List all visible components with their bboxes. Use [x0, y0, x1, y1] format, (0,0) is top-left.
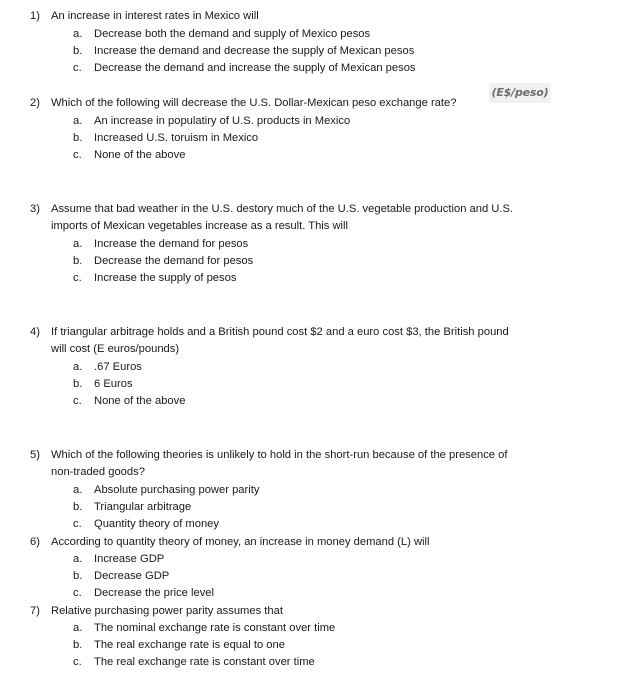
option-text: Absolute purchasing power parity [94, 484, 260, 496]
option-letter: c. [73, 149, 82, 161]
question-number: 7) [30, 605, 40, 617]
question-text: non-traded goods? [51, 466, 145, 478]
option-letter: b. [73, 255, 83, 267]
question-text: Which of the following theories is unlikely to hold in the short-run because of the presence of [51, 449, 508, 461]
option-letter: c. [73, 395, 82, 407]
option-letter: c. [73, 656, 82, 668]
question-text: will cost (E euros/pounds) [51, 343, 180, 355]
question-number: 4) [30, 326, 40, 338]
option-text: Decrease the demand for pesos [94, 255, 254, 267]
option-text: 6 Euros [94, 378, 133, 390]
option-text: An increase in populatiry of U.S. products in Mexico [94, 115, 351, 127]
option-text: None of the above [94, 395, 186, 407]
option-text: The nominal exchange rate is constant over time [94, 622, 336, 634]
option-letter: c. [73, 587, 82, 599]
option-letter: b. [73, 639, 83, 651]
question-text: An increase in interest rates in Mexico will [51, 10, 259, 22]
option-letter: b. [73, 132, 83, 144]
option-letter: c. [73, 518, 82, 530]
option-text: Decrease GDP [94, 570, 170, 582]
option-letter: a. [73, 115, 83, 127]
option-text: The real exchange rate is constant over time [94, 656, 315, 668]
question-text: imports of Mexican vegetables increase as a result. This will [51, 220, 349, 232]
option-letter: c. [73, 272, 82, 284]
option-letter: a. [73, 238, 83, 250]
question-text: Which of the following will decrease the U.S. Dollar-Mexican peso exchange rate? [51, 97, 457, 109]
question-number: 3) [30, 203, 40, 215]
option-text: Increase the demand for pesos [94, 238, 249, 250]
option-text: .67 Euros [94, 361, 142, 373]
question-text: According to quantity theory of money, an increase in money demand (L) will [51, 536, 430, 548]
option-text: Quantity theory of money [94, 518, 219, 530]
question-text: Relative purchasing power parity assumes that [51, 605, 283, 617]
option-text: Increase the supply of pesos [94, 272, 237, 284]
option-text: Decrease both the demand and supply of Mexico pesos [94, 28, 371, 40]
option-text: Decrease the demand and increase the supply of Mexican pesos [94, 62, 416, 74]
option-letter: a. [73, 484, 83, 496]
option-letter: b. [73, 378, 83, 390]
option-letter: a. [73, 553, 83, 565]
option-letter: b. [73, 45, 83, 57]
question-text: If triangular arbitrage holds and a British pound cost $2 and a euro cost $3, the British pound [51, 326, 509, 338]
option-text: Decrease the price level [94, 587, 215, 599]
question-number: 6) [30, 536, 40, 548]
option-letter: a. [73, 361, 83, 373]
option-text: Triangular arbitrage [94, 501, 192, 513]
option-text: None of the above [94, 149, 186, 161]
option-text: Increase the demand and decrease the supply of Mexican pesos [94, 45, 415, 57]
option-letter: c. [73, 62, 82, 74]
option-text: Increase GDP [94, 553, 165, 565]
option-letter: a. [73, 622, 83, 634]
question-text: Assume that bad weather in the U.S. destory much of the U.S. vegetable production and U.S. [51, 203, 514, 215]
question-number: 2) [30, 97, 40, 109]
option-letter: b. [73, 501, 83, 513]
question-number: 1) [30, 10, 40, 22]
option-letter: a. [73, 28, 83, 40]
option-letter: b. [73, 570, 83, 582]
exchange-rate-notation-stamp: (E$/peso) [489, 83, 551, 103]
question-number: 5) [30, 449, 40, 461]
option-text: The real exchange rate is equal to one [94, 639, 285, 651]
option-text: Increased U.S. toruism in Mexico [94, 132, 259, 144]
